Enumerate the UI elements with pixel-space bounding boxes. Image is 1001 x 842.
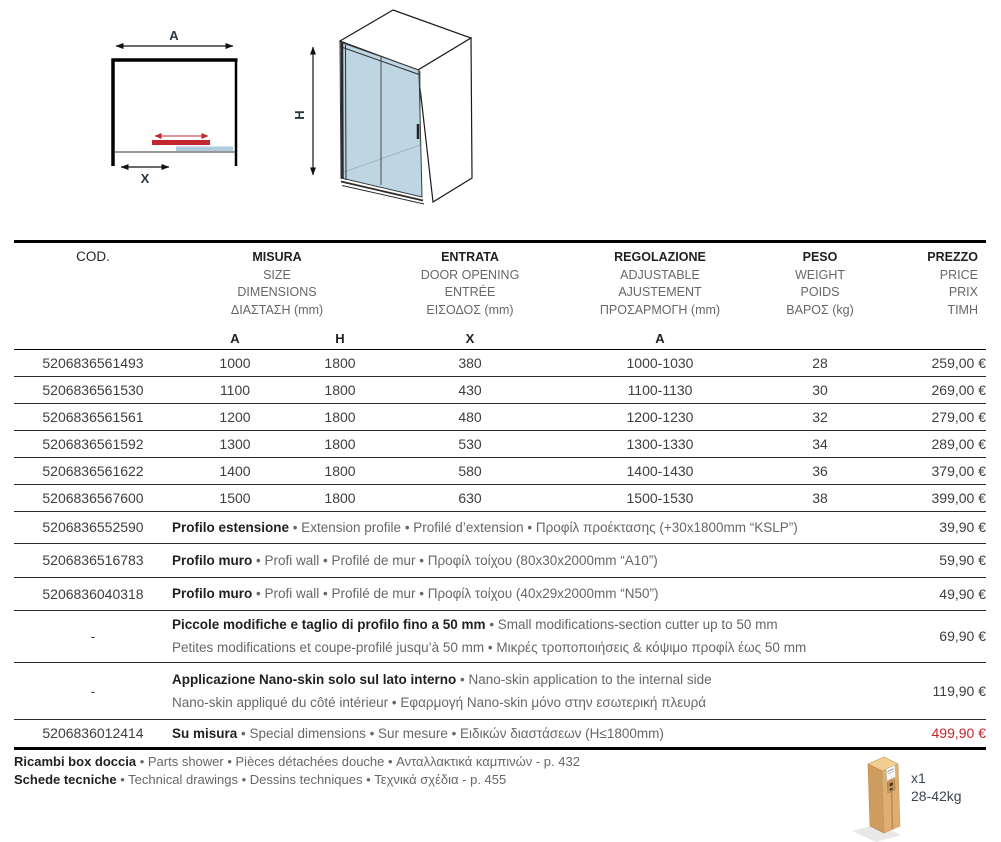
subheader-adj-a: A (558, 329, 762, 350)
price-header-fr: PRIX (948, 285, 978, 299)
size-column-header (172, 242, 382, 329)
weight-cell: 28 (812, 354, 828, 371)
footer-spare-parts-translations: • Parts shower • Pièces détachées douche • Ανταλλακτικά καμπινών - p. 432 (136, 754, 580, 769)
size-h-cell: 1800 (324, 381, 356, 398)
size-header-en: SIZE (263, 267, 291, 282)
option-translations: • Extension profile • Profilé d’extension • Προφίλ προέκτασης (+30x1800mm “KSLP”) (289, 519, 798, 535)
wall-profile-line (342, 43, 343, 179)
size-a-cell: 1000 (219, 354, 251, 371)
shower-door-iso-diagram (290, 5, 490, 215)
size-header-it: MISURA (252, 250, 302, 264)
size-h-cell: 1800 (324, 354, 356, 371)
cod-cell: 5206836561493 (42, 354, 144, 371)
size-h-cell: 1800 (324, 489, 356, 506)
weight-header-en: WEIGHT (795, 267, 845, 282)
package-weight: 28-42kg (911, 788, 962, 804)
table-row (14, 349, 986, 376)
height-dimension-label: H (292, 110, 307, 120)
cod-cell: 5206836012414 (42, 725, 144, 741)
footer-technical-translations: • Technical drawings • Dessins techniques • Τεχνικά σχέδια - p. 455 (116, 771, 507, 787)
cod-cell: 5206836561561 (42, 408, 144, 425)
option-translations: • Special dimensions • Sur mesure • Ειδικών διαστάσεων (H≤1800mm) (237, 725, 664, 741)
cod-cell: 5206836552590 (42, 519, 144, 535)
option-title: Profilo muro (172, 552, 253, 568)
price-cell: 259,00 € (931, 354, 986, 371)
price-header-en: PRICE (939, 267, 978, 282)
option-row (14, 662, 986, 719)
price-cell: 69,90 € (939, 628, 986, 644)
weight-header-it: PESO (802, 250, 838, 264)
option-description (172, 511, 878, 543)
option-description (172, 719, 878, 748)
table-row (14, 376, 986, 403)
size-h-cell: 1800 (324, 408, 356, 425)
opening-x-cell: 430 (458, 381, 482, 398)
weight-column-header (762, 242, 878, 329)
opening-header-gr: ΕΙΣΟΔΟΣ (mm) (426, 302, 514, 317)
option-title: Su misura (172, 725, 238, 741)
footer-line-spare-parts (14, 753, 580, 771)
option-row (14, 610, 986, 662)
opening-x-cell: 580 (458, 462, 482, 479)
cod-cell: 5206836516783 (42, 552, 144, 568)
table-header-row (14, 242, 986, 329)
footer-spare-parts-title: Ricambi box doccia (14, 754, 137, 769)
cod-column-header: COD. (76, 249, 110, 264)
fixed-glass-bar (176, 147, 233, 152)
sliding-door-bar (152, 140, 210, 145)
opening-x-cell: 480 (458, 408, 482, 425)
table-row (14, 484, 986, 511)
option-title: Profilo muro (172, 586, 253, 601)
footer-notes (14, 753, 580, 788)
subheader-x: X (382, 329, 558, 350)
opening-header-en: DOOR OPENING (420, 267, 520, 282)
option-description (172, 662, 878, 719)
size-a-cell: 1100 (219, 381, 251, 398)
footer-line-technical-drawings (14, 771, 580, 789)
opening-header-fr: ENTRÉE (444, 285, 496, 299)
table-subheader-row (14, 329, 986, 350)
adjustable-column-header (558, 242, 762, 329)
size-a-cell: 1200 (219, 408, 251, 425)
option-description (172, 543, 878, 577)
price-header-it: PREZZO (927, 250, 978, 264)
option-translations: • Profi wall • Profilé de mur • Προφίλ τοίχου (40x29x2000mm “N50”) (252, 586, 659, 601)
option-row (14, 577, 986, 610)
option-row (14, 719, 986, 748)
cod-cell: 5206836567600 (42, 489, 144, 506)
weight-cell: 38 (812, 489, 828, 506)
adjustable-header-gr: ΠΡΟΣΑΡΜΟΓΗ (mm) (599, 302, 721, 317)
size-h-cell: 1800 (324, 435, 356, 452)
option-title: Piccole modifiche e taglio di profilo fino a 50 mm (172, 617, 486, 632)
package-info (911, 769, 962, 805)
weight-header-gr: ΒΑΡΟΣ (kg) (786, 302, 854, 317)
weight-header-fr: POIDS (800, 285, 840, 299)
adjustable-cell: 1200-1230 (626, 408, 694, 425)
option-title: Profilo estensione (172, 519, 290, 535)
price-table (14, 240, 986, 750)
plan-view-diagram (100, 20, 260, 205)
option-row (14, 511, 986, 543)
price-cell: 119,90 € (932, 682, 986, 699)
cod-cell: 5206836040318 (42, 585, 144, 602)
adjustable-header-it: REGOLAZIONE (614, 250, 706, 264)
price-cell: 289,00 € (931, 435, 986, 452)
option-translations: • Nano-skin application to the internal side (456, 671, 712, 687)
adjustable-cell: 1500-1530 (626, 489, 694, 506)
cod-cell: 5206836561622 (42, 462, 144, 479)
cod-cell: - (90, 628, 96, 644)
special-price-cell: 499,90 € (931, 725, 986, 741)
package-icon (849, 752, 911, 842)
price-cell: 269,00 € (931, 381, 986, 398)
package-left-face (868, 764, 884, 833)
option-title: Applicazione Nano-skin solo sul lato interno (172, 671, 457, 687)
size-header-fr: DIMENSIONS (237, 285, 317, 299)
price-cell: 49,90 € (939, 585, 986, 602)
price-cell: 279,00 € (931, 408, 986, 425)
option-description (172, 610, 878, 662)
subheader-h: H (298, 329, 382, 350)
option-translations: • Small modifications-section cutter up to 50 mm (485, 617, 778, 632)
option-row (14, 543, 986, 577)
weight-cell: 32 (812, 408, 828, 425)
weight-cell: 36 (812, 462, 828, 479)
entry-dimension-label: X (140, 171, 150, 186)
price-header-gr: ΤΙΜΗ (947, 302, 978, 317)
option-description (172, 577, 878, 610)
price-cell: 379,00 € (931, 462, 986, 479)
price-column-header (878, 242, 986, 329)
table-row (14, 430, 986, 457)
opening-column-header (382, 242, 558, 329)
size-h-cell: 1800 (324, 462, 356, 479)
adjustable-header-en: ADJUSTABLE (620, 267, 700, 282)
package-quantity: x1 (911, 770, 926, 786)
option-translations: • Profi wall • Profilé de mur • Προφίλ τοίχου (80x30x2000mm “A10”) (252, 552, 658, 568)
wall-profile-inner-line (346, 45, 347, 180)
adjustable-header-fr: AJUSTEMENT (618, 285, 702, 299)
spacer-cell (14, 329, 172, 350)
opening-x-cell: 380 (458, 354, 482, 371)
adjustable-cell: 1400-1430 (626, 462, 694, 479)
opening-x-cell: 530 (458, 435, 482, 452)
cod-cell: 5206836561530 (42, 381, 144, 398)
subheader-a: A (172, 329, 298, 350)
price-cell: 59,90 € (939, 552, 986, 568)
cod-cell: 5206836561592 (42, 435, 144, 452)
opening-x-cell: 630 (458, 489, 482, 506)
cod-cell: - (90, 682, 96, 699)
table-row (14, 403, 986, 430)
adjustable-cell: 1100-1130 (627, 381, 693, 398)
option-translations-line2: Petites modifications et coupe-profilé jusqu’à 50 mm • Μικρές τροποποιήσεις & κόψιμο προφίλ έως 50 mm (172, 640, 807, 655)
opening-header-it: ENTRATA (441, 250, 499, 264)
adjustable-cell: 1000-1030 (626, 354, 694, 371)
spacer-cell (762, 329, 878, 350)
spacer-cell (878, 329, 986, 350)
price-cell: 39,90 € (939, 519, 986, 535)
table-row (14, 457, 986, 484)
size-a-cell: 1300 (219, 435, 251, 452)
option-translations-line2: Nano-skin appliqué du côté intérieur • Εφαρμογή Nano-skin μόνο στην εσωτερική πλευρά (172, 694, 707, 710)
size-a-cell: 1400 (219, 462, 251, 479)
adjustable-cell: 1300-1330 (626, 435, 694, 452)
size-header-gr: ΔΙΑΣΤΑΣΗ (mm) (230, 302, 324, 317)
size-a-cell: 1500 (219, 489, 251, 506)
weight-cell: 30 (812, 381, 828, 398)
price-cell: 399,00 € (931, 489, 986, 506)
weight-cell: 34 (812, 435, 828, 452)
footer-technical-title: Schede tecniche (14, 771, 117, 787)
width-dimension-label: A (169, 28, 179, 43)
